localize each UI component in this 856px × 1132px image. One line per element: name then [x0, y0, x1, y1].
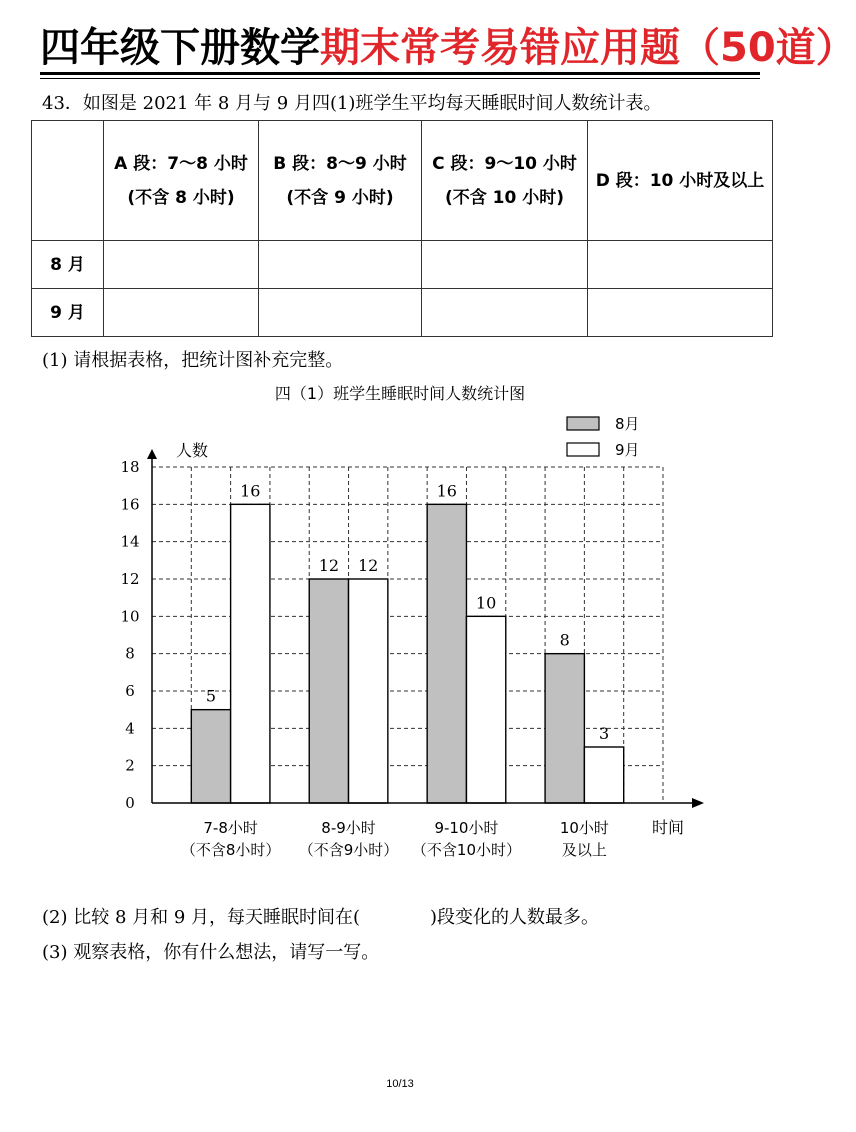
table-cell-blank[interactable] — [104, 241, 259, 289]
table-row — [32, 241, 773, 289]
bar-value-label: 10 — [475, 593, 497, 613]
part-2-text — [42, 903, 599, 929]
x-tick-label: （不含8小时） — [180, 841, 281, 859]
stat-table — [31, 120, 773, 337]
table-row — [32, 289, 773, 337]
y-tick-label: 16 — [120, 495, 140, 514]
title-rule-thick — [40, 72, 760, 75]
table-header-cell — [32, 121, 104, 241]
y-tick-label: 8 — [125, 644, 135, 663]
x-tick-label: 7-8小时 — [203, 819, 258, 837]
table-cell-blank[interactable] — [259, 289, 422, 337]
bar-value-label: 16 — [436, 481, 457, 501]
row-label-aug: 8 月 — [32, 241, 104, 289]
table-cell-blank[interactable] — [259, 241, 422, 289]
x-tick-label: 8-9小时 — [321, 819, 376, 837]
part-3-text: (3) 观察表格，你有什么想法，请写一写。 — [42, 942, 380, 963]
bar-value-label: 12 — [358, 556, 379, 575]
legend-label: 9月 — [615, 441, 640, 459]
bar-value-label: 8 — [559, 630, 570, 650]
page-header — [40, 22, 856, 82]
table-cell-blank[interactable] — [588, 289, 773, 337]
bar-sep — [466, 616, 505, 803]
bar-value-label: 3 — [598, 724, 610, 743]
legend-swatch — [567, 417, 599, 430]
x-tick-label: 9-10小时 — [434, 819, 499, 837]
part-2-before: (2) 比较 8 月和 9 月，每天睡眠时间在( — [42, 907, 361, 928]
page-number: 10/13 — [386, 1078, 414, 1090]
title-rule-thin — [40, 78, 760, 79]
row-label-sep: 9 月 — [32, 289, 104, 337]
legend-label: 8月 — [615, 415, 640, 433]
y-tick-label: 18 — [120, 458, 140, 476]
x-axis-label: 时间 — [651, 818, 685, 837]
page-title — [40, 22, 856, 74]
table-header-cell: B 段：8～9 小时(不含 9 小时) — [259, 121, 422, 241]
question-text: 43．如图是 2021 年 8 月与 9 月四(1)班学生平均每天睡眠时间人数统计表。 — [42, 93, 662, 114]
table-cell-blank[interactable] — [422, 241, 588, 289]
bar-aug — [191, 710, 230, 803]
x-tick-label: 及以上 — [561, 841, 607, 859]
y-axis-arrow — [147, 449, 157, 459]
bar-aug — [309, 579, 348, 803]
y-tick-label: 14 — [120, 532, 140, 551]
bar-chart — [0, 375, 800, 875]
bar-value-label: 5 — [205, 686, 217, 706]
x-axis-arrow — [692, 798, 704, 808]
x-tick-label: （不含9小时） — [298, 841, 399, 859]
bar-value-label: 12 — [318, 556, 340, 575]
table-cell-blank[interactable] — [588, 241, 773, 289]
y-tick-label: 10 — [120, 607, 140, 626]
bar-value-label: 16 — [240, 481, 261, 501]
bar-aug — [545, 654, 584, 803]
title-red: 期末常考易错应用题（50道） — [320, 25, 856, 71]
chart-title: 四（1）班学生睡眠时间人数统计图 — [274, 384, 526, 403]
part-1-text: (1) 请根据表格，把统计图补充完整。 — [42, 350, 344, 371]
y-tick-label: 2 — [125, 756, 135, 775]
y-tick-label: 12 — [120, 570, 140, 588]
title-black: 四年级下册数学 — [40, 25, 320, 71]
y-tick-label: 6 — [125, 682, 135, 700]
table-cell-blank[interactable] — [422, 289, 588, 337]
table-header-cell: C 段：9～10 小时(不含 10 小时) — [422, 121, 588, 241]
table-cell-blank[interactable] — [104, 289, 259, 337]
x-tick-label: （不含10小时） — [411, 841, 522, 859]
bar-aug — [427, 504, 466, 803]
y-tick-label: 0 — [125, 794, 135, 812]
bar-sep — [349, 579, 388, 803]
table-header-row — [32, 121, 773, 241]
legend-swatch — [567, 443, 599, 456]
y-axis-label: 人数 — [175, 441, 209, 460]
bar-sep — [584, 747, 623, 803]
y-tick-label: 4 — [125, 719, 135, 738]
table-header-cell: A 段：7～8 小时(不含 8 小时) — [104, 121, 259, 241]
x-tick-label: 10小时 — [559, 819, 609, 837]
bar-sep — [231, 504, 270, 803]
table-header-cell: D 段：10 小时及以上 — [588, 121, 773, 241]
part-2-after: )段变化的人数最多。 — [430, 907, 600, 928]
